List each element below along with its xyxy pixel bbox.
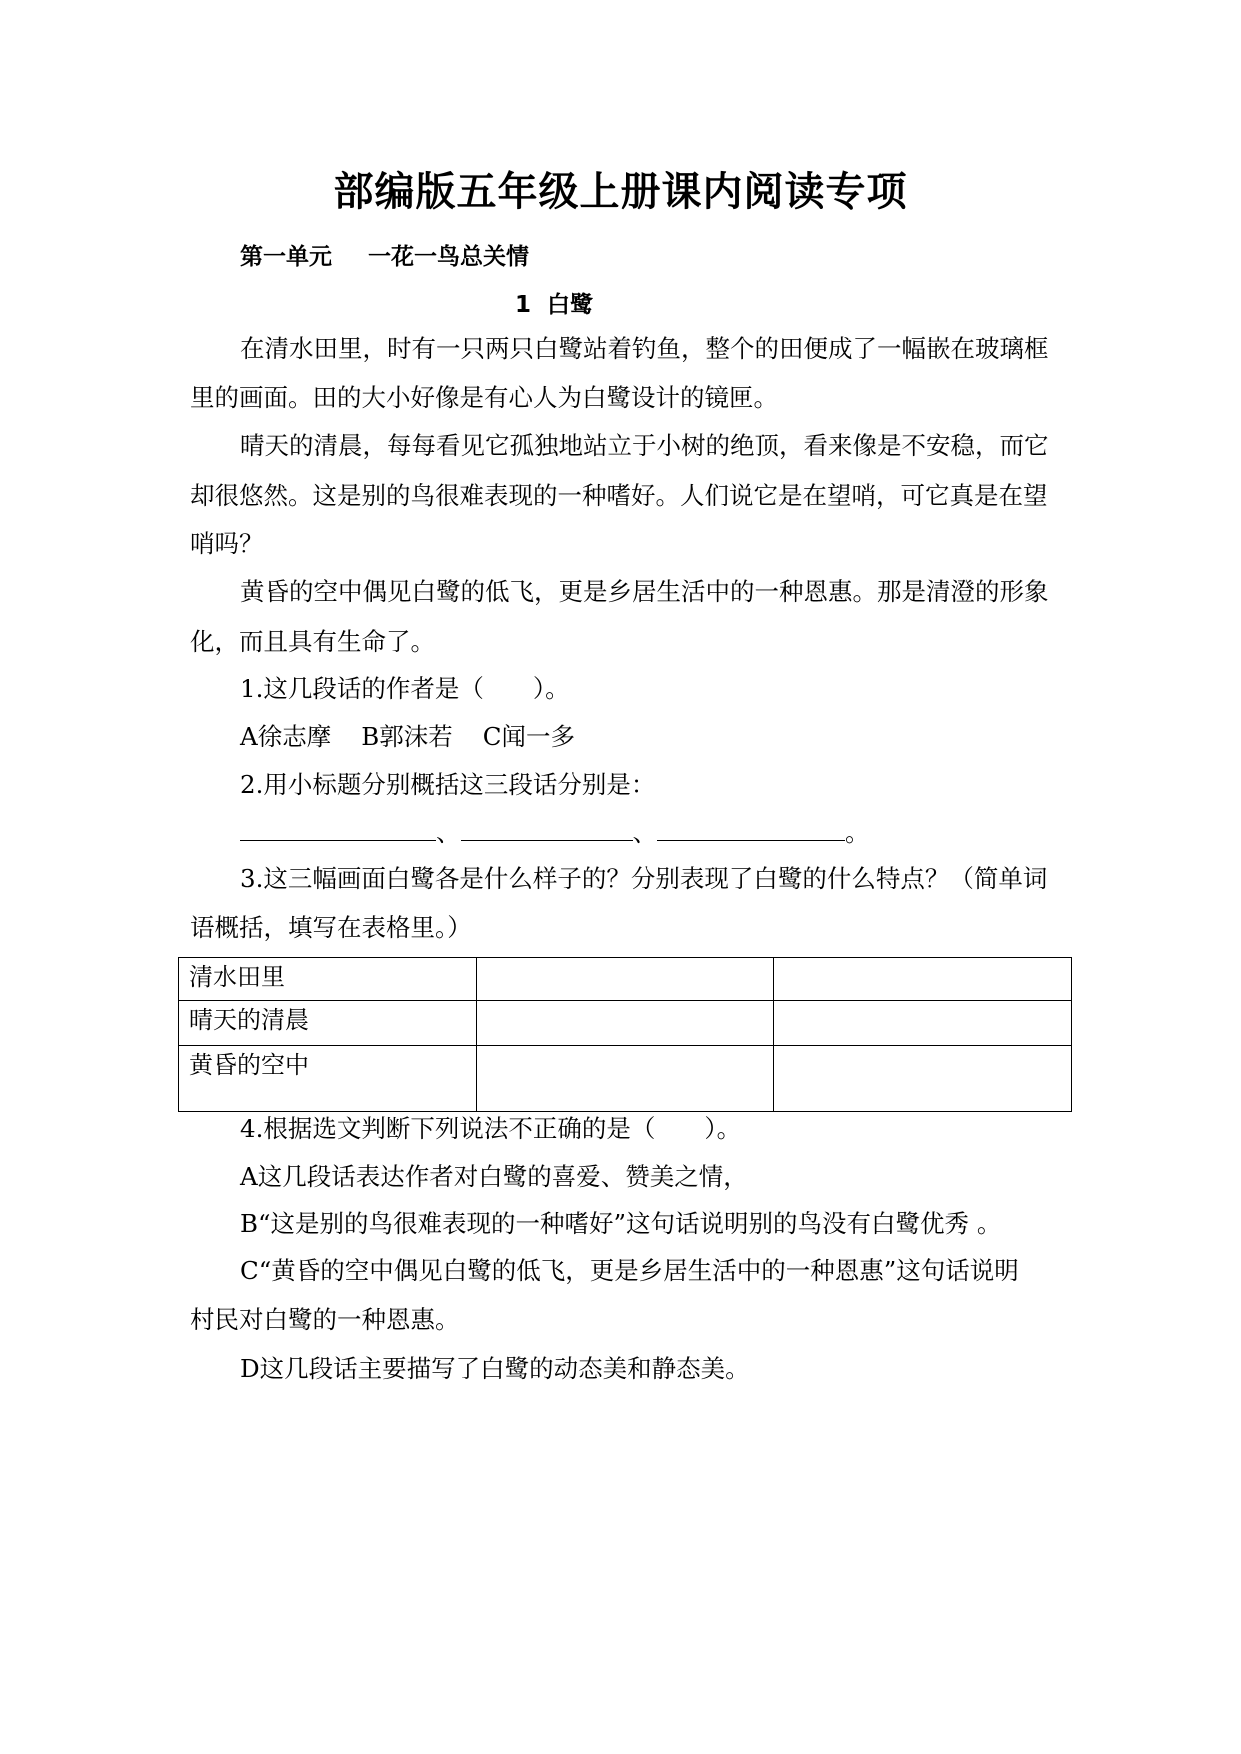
question-3-stem-cont: 语概括，填写在表格里。）	[190, 913, 472, 942]
question-3-stem: 3.这三幅画面白鹭各是什么样子的？分别表现了白鹭的什么特点？（简单词	[240, 864, 1048, 893]
question-2-stem: 2.用小标题分别概括这三段话分别是：	[240, 770, 656, 799]
question-4-option: A这几段话表达作者对白鹭的喜爱、赞美之情，	[240, 1162, 748, 1191]
passage-line: 哨吗？	[190, 529, 264, 558]
separator: 、	[632, 818, 657, 847]
passage-line: 却很悠然。这是别的鸟很难表现的一种嗜好。人们说它是在望哨，可它真是在望	[190, 481, 1048, 510]
row-label: 清水田里	[179, 958, 477, 1001]
passage-line: 黄昏的空中偶见白鹭的低飞，更是乡居生活中的一种恩惠。那是清澄的形象	[240, 577, 1049, 606]
question-4-stem: 4.根据选文判断下列说法不正确的是（ ）。	[240, 1114, 742, 1143]
question-4-option: C“黄昏的空中偶见白鹭的低飞，更是乡居生活中的一种恩惠”这句话说明	[240, 1256, 1019, 1285]
row-label: 晴天的清晨	[179, 1001, 477, 1046]
table-row	[179, 1046, 1072, 1112]
page-title: 部编版五年级上册课内阅读专项	[333, 169, 908, 215]
table-row	[179, 958, 1072, 1001]
passage-line: 晴天的清晨，每每看见它孤独地站立于小树的绝顶，看来像是不安稳，而它	[240, 431, 1049, 460]
answer-table	[178, 957, 1072, 1112]
row-label: 黄昏的空中	[179, 1046, 477, 1112]
appearance-cell[interactable]	[477, 958, 774, 1001]
question-1-options	[240, 722, 575, 752]
question-2-answers	[240, 818, 870, 848]
appearance-cell[interactable]	[477, 1001, 774, 1046]
answer-blank-2[interactable]	[461, 818, 633, 841]
question-4-option: D这几段话主要描写了白鹭的动态美和静态美。	[240, 1354, 750, 1383]
table-row	[179, 1001, 1072, 1046]
period: 。	[845, 818, 870, 847]
option-c: C闻一多	[482, 722, 575, 751]
appearance-cell[interactable]	[477, 1046, 774, 1112]
trait-cell[interactable]	[774, 1046, 1072, 1112]
separator: 、	[436, 818, 461, 847]
trait-cell[interactable]	[774, 1001, 1072, 1046]
question-4-option: B“这是别的鸟很难表现的一种嗜好”这句话说明别的鸟没有白鹭优秀 。	[240, 1209, 1002, 1238]
unit-theme: 一花一鸟总关情	[368, 244, 529, 270]
passage-line: 里的画面。田的大小好像是有心人为白鹭设计的镜匣。	[190, 383, 778, 412]
answer-blank-3[interactable]	[657, 818, 845, 841]
passage-line: 在清水田里，时有一只两只白鹭站着钓鱼，整个的田便成了一幅嵌在玻璃框	[240, 334, 1049, 363]
option-a: A徐志摩	[240, 722, 332, 751]
lesson-heading	[515, 290, 593, 320]
lesson-name: 白鹭	[547, 292, 594, 318]
question-1-stem: 1.这几段话的作者是（ ）。	[240, 674, 570, 703]
trait-cell[interactable]	[774, 958, 1072, 1001]
lesson-number: 1	[515, 292, 532, 318]
question-4-option-cont: 村民对白鹭的一种恩惠。	[190, 1305, 460, 1334]
passage-line: 化，而且具有生命了。	[190, 627, 435, 656]
answer-blank-1[interactable]	[240, 818, 436, 841]
unit-label: 第一单元	[240, 244, 332, 270]
option-b: B郭沫若	[361, 722, 453, 751]
unit-heading	[240, 242, 529, 272]
